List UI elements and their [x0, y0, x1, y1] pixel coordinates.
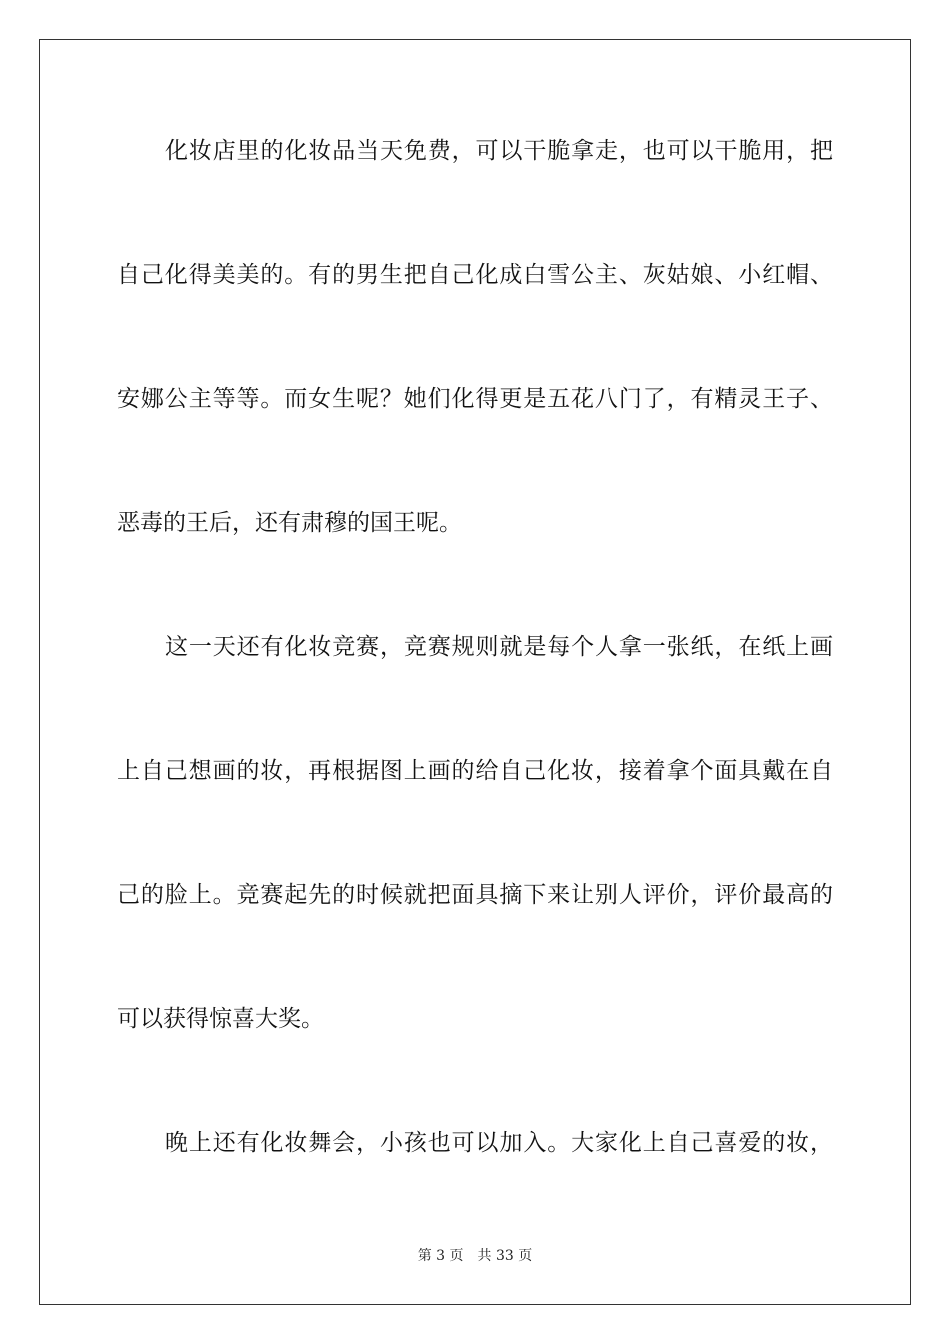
- page-number: 第 3 页: [417, 1248, 464, 1264]
- paragraph-1-line-4: 恶毒的王后，还有肃穆的国王呢。: [117, 510, 462, 536]
- paragraph-2-line-3: 己的脸上。竞赛起先的时候就把面具摘下来让别人评价，评价最高的: [117, 882, 833, 908]
- paragraph-1-line-1: 化妆店里的化妆品当天免费，可以干脆拿走，也可以干脆用，把: [165, 138, 833, 164]
- paragraph-1-line-3: 安娜公主等等。而女生呢？她们化得更是五花八门了，有精灵王子、: [117, 386, 833, 412]
- paragraph-3-line-1: 晚上还有化妆舞会，小孩也可以加入。大家化上自己喜爱的妆，: [165, 1130, 833, 1156]
- paragraph-2-line-1: 这一天还有化妆竞赛，竞赛规则就是每个人拿一张纸，在纸上画: [165, 634, 833, 660]
- paragraph-2-line-2: 上自己想画的妆，再根据图上画的给自己化妆，接着拿个面具戴在自: [117, 758, 833, 784]
- total-pages: 共 33 页: [477, 1248, 533, 1264]
- paragraph-1-line-2: 自己化得美美的。有的男生把自己化成白雪公主、灰姑娘、小红帽、: [117, 262, 833, 288]
- page-frame: [39, 39, 911, 1305]
- page-footer: [0, 1247, 950, 1265]
- paragraph-2-line-4: 可以获得惊喜大奖。: [117, 1006, 324, 1032]
